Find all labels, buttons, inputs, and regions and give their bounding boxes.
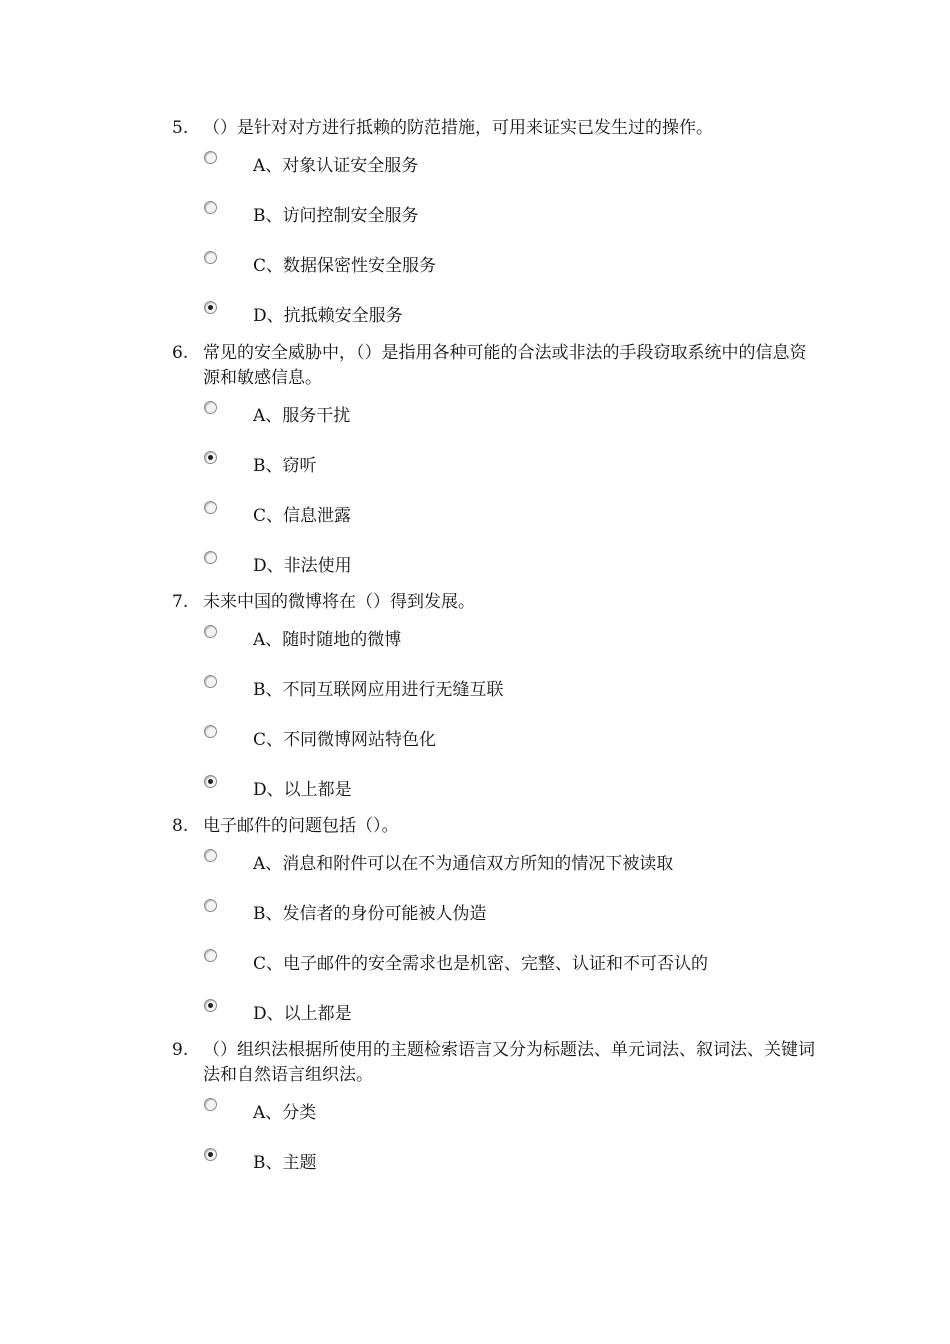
option-7-b[interactable] xyxy=(172,675,822,725)
radio-button[interactable] xyxy=(204,1098,217,1111)
question-text: （）是针对对方进行抵赖的防范措施，可用来证实已发生过的操作。 xyxy=(203,118,713,138)
question-text: 常见的安全威胁中，（）是指用各种可能的合法或非法的手段窃取系统中的信息资源和敏感信息。 xyxy=(203,343,807,388)
option-label: B、主题 xyxy=(253,1153,317,1173)
option-label: B、窃听 xyxy=(253,456,317,476)
option-label: D、以上都是 xyxy=(253,1004,352,1024)
question-text: （）组织法根据所使用的主题检索语言又分为标题法、单元词法、叙词法、关键词法和自然语言组织法。 xyxy=(203,1040,815,1085)
option-label: C、电子邮件的安全需求也是机密、完整、认证和不可否认的 xyxy=(253,954,709,974)
question-7 xyxy=(172,590,822,803)
radio-button[interactable] xyxy=(204,725,217,738)
option-6-c[interactable] xyxy=(172,501,822,551)
option-7-a[interactable] xyxy=(172,625,822,675)
question-6 xyxy=(172,341,822,579)
question-text: 未来中国的微博将在（）得到发展。 xyxy=(203,592,475,612)
question-5 xyxy=(172,116,822,329)
option-8-d[interactable] xyxy=(172,999,822,1027)
option-9-b[interactable] xyxy=(172,1148,822,1176)
radio-button[interactable] xyxy=(204,251,217,264)
radio-button[interactable] xyxy=(204,151,217,164)
radio-button[interactable] xyxy=(204,201,217,214)
option-8-c[interactable] xyxy=(172,949,822,999)
radio-button-selected[interactable] xyxy=(204,775,217,788)
radio-button[interactable] xyxy=(204,899,217,912)
option-label: C、数据保密性安全服务 xyxy=(253,256,437,276)
option-label: B、发信者的身份可能被人伪造 xyxy=(253,904,487,924)
option-label: A、对象认证安全服务 xyxy=(253,156,419,176)
option-7-c[interactable] xyxy=(172,725,822,775)
option-5-c[interactable] xyxy=(172,251,822,301)
option-5-b[interactable] xyxy=(172,201,822,251)
option-6-a[interactable] xyxy=(172,401,822,451)
radio-button-selected[interactable] xyxy=(204,1148,217,1161)
radio-button[interactable] xyxy=(204,625,217,638)
radio-button-selected[interactable] xyxy=(204,451,217,464)
option-label: D、以上都是 xyxy=(253,780,352,800)
question-number: 7. xyxy=(172,592,189,612)
option-label: A、服务干扰 xyxy=(253,406,351,426)
question-number: 9. xyxy=(172,1040,189,1060)
option-label: A、分类 xyxy=(253,1103,317,1123)
option-8-b[interactable] xyxy=(172,899,822,949)
question-number: 8. xyxy=(172,816,189,836)
radio-button[interactable] xyxy=(204,949,217,962)
question-9 xyxy=(172,1038,822,1176)
question-text: 电子邮件的问题包括（）。 xyxy=(203,816,399,836)
option-label: C、信息泄露 xyxy=(253,506,352,526)
radio-button[interactable] xyxy=(204,401,217,414)
radio-button-selected[interactable] xyxy=(204,999,217,1012)
option-label: D、抗抵赖安全服务 xyxy=(253,306,403,326)
option-8-a[interactable] xyxy=(172,849,822,899)
option-6-b[interactable] xyxy=(172,451,822,501)
radio-button[interactable] xyxy=(204,551,217,564)
option-label: B、不同互联网应用进行无缝互联 xyxy=(253,680,504,700)
radio-button[interactable] xyxy=(204,501,217,514)
option-label: A、随时随地的微博 xyxy=(253,630,402,650)
option-6-d[interactable] xyxy=(172,551,822,579)
option-label: B、访问控制安全服务 xyxy=(253,206,419,226)
option-5-d[interactable] xyxy=(172,301,822,329)
option-9-a[interactable] xyxy=(172,1098,822,1148)
option-label: D、非法使用 xyxy=(253,556,352,576)
option-label: C、不同微博网站特色化 xyxy=(253,730,437,750)
radio-button[interactable] xyxy=(204,849,217,862)
question-number: 5. xyxy=(172,118,189,138)
question-8 xyxy=(172,814,822,1027)
question-number: 6. xyxy=(172,343,189,363)
option-label: A、消息和附件可以在不为通信双方所知的情况下被读取 xyxy=(253,854,674,874)
radio-button[interactable] xyxy=(204,675,217,688)
option-7-d[interactable] xyxy=(172,775,822,803)
radio-button-selected[interactable] xyxy=(204,301,217,314)
option-5-a[interactable] xyxy=(172,151,822,201)
